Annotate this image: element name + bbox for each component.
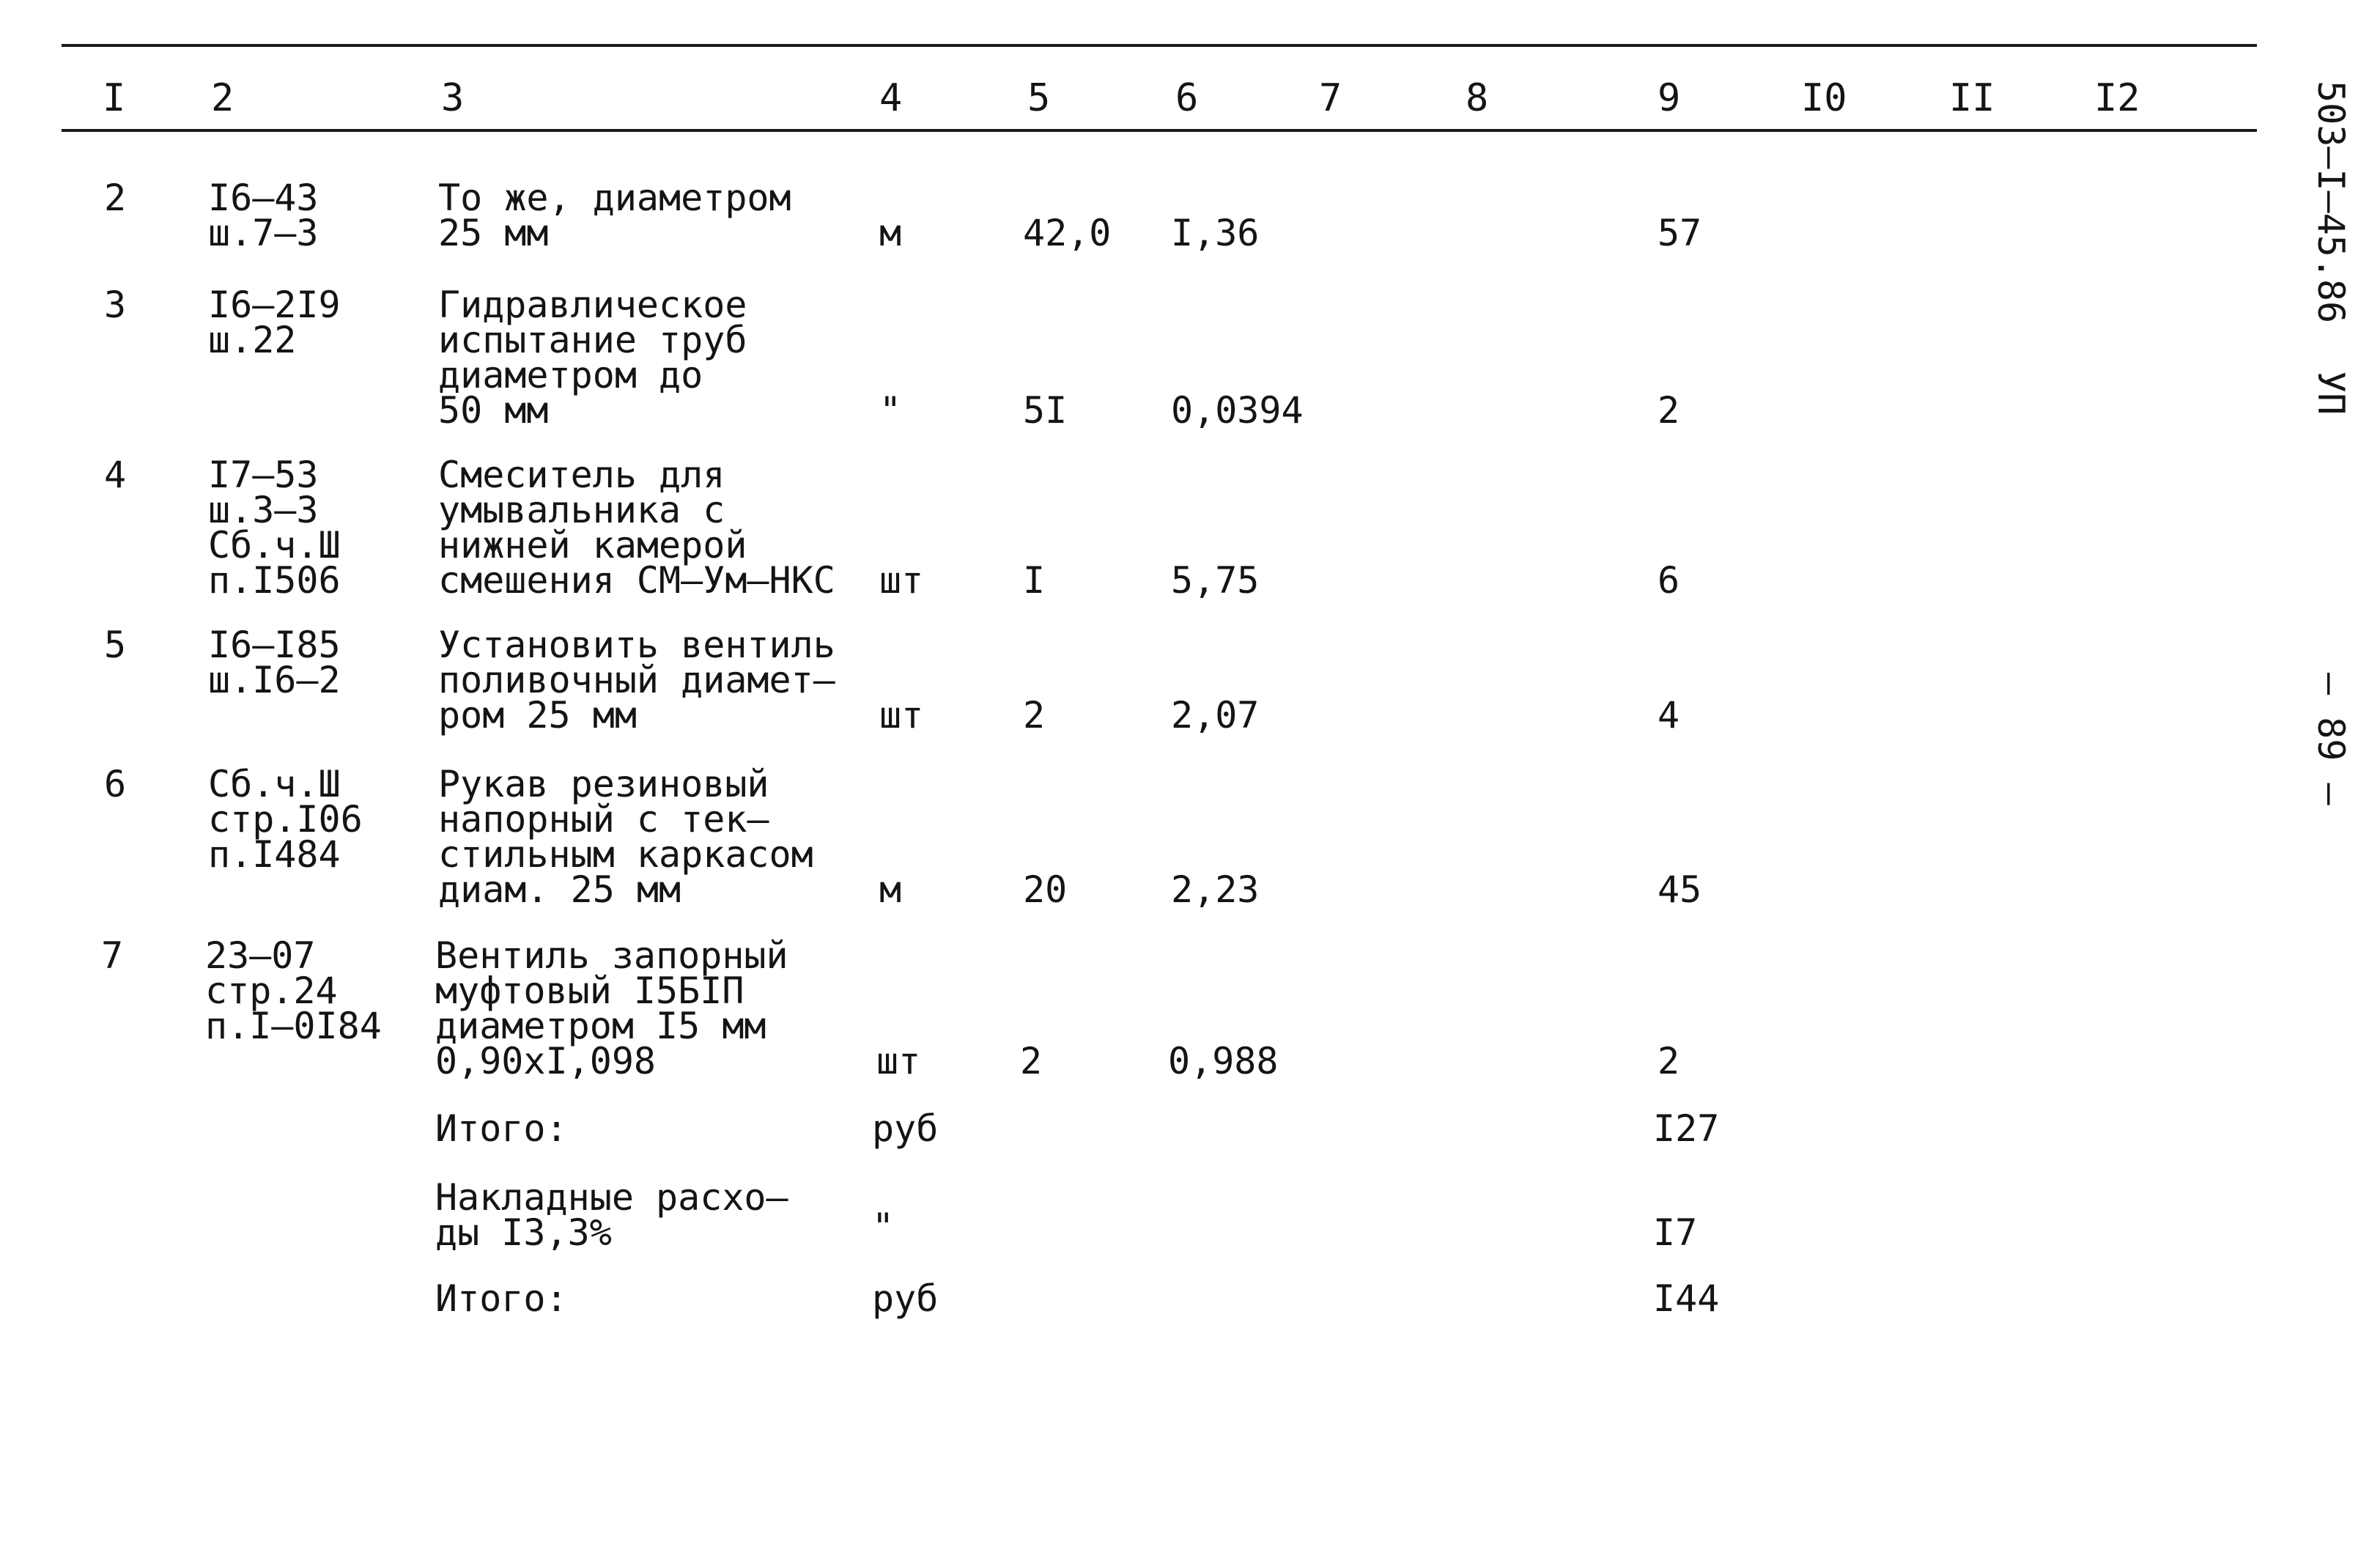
- summary-label: [435, 1176, 788, 1254]
- description-line: ром 25 мм: [438, 694, 637, 736]
- description-line: умывальника с: [438, 489, 725, 531]
- description-line: 0,90хI,098: [435, 1040, 657, 1082]
- unit: м: [879, 868, 902, 911]
- summary-label: [435, 1277, 568, 1320]
- row-number: 5: [104, 624, 127, 666]
- total-cost: I27: [1653, 1107, 1720, 1150]
- rate-code-line: Сб.ч.Ш: [208, 524, 341, 566]
- col-header-9: 9: [1658, 76, 1681, 120]
- col-header-12: I2: [2094, 76, 2140, 120]
- header-rule: [62, 129, 2257, 132]
- rate-code-line: ш.7–3: [208, 212, 319, 254]
- unit: ": [879, 389, 902, 432]
- description-line: нижней камерой: [438, 524, 747, 566]
- col-header-10: I0: [1801, 76, 1847, 120]
- row-number: 4: [104, 454, 127, 496]
- col-header-1: I: [103, 76, 126, 120]
- document-code: 503–I–45.86: [2310, 81, 2352, 324]
- description-line: смешения СМ–Ум–НКС: [438, 559, 835, 602]
- rate-code: [208, 624, 341, 701]
- rate-code: [208, 177, 319, 254]
- unit-price: 2,23: [1171, 868, 1260, 911]
- description-line: Вентиль запорный: [435, 934, 788, 977]
- work-description: [438, 624, 835, 736]
- rate-code-line: 23–07: [205, 934, 316, 977]
- unit-price: 2,07: [1171, 694, 1260, 736]
- total-cost: I44: [1653, 1277, 1720, 1320]
- description-line: поливочный диамет–: [438, 659, 835, 701]
- unit: м: [879, 212, 902, 254]
- rate-code-line: п.I506: [208, 559, 341, 602]
- summary-row: [0, 1176, 2272, 1254]
- summary-label-line: Итого:: [435, 1277, 568, 1320]
- description-line: диаметром I5 мм: [435, 1005, 766, 1047]
- rate-code-line: ш.I6–2: [208, 659, 341, 701]
- table-row: [0, 934, 2272, 1082]
- top-rule: [62, 44, 2257, 47]
- table-row: [0, 284, 2272, 432]
- col-header-5: 5: [1027, 76, 1051, 120]
- table-row: [0, 763, 2272, 911]
- summary-label-line: Накладные расхо–: [435, 1176, 788, 1219]
- description-line: муфтовый I5БIП: [435, 970, 744, 1012]
- rate-code-line: стр.24: [205, 970, 338, 1012]
- quantity: 20: [1023, 868, 1068, 911]
- description-line: Рукав резиновый: [438, 763, 769, 805]
- unit: шт: [879, 694, 924, 736]
- unit: шт: [876, 1040, 921, 1082]
- row-number: 2: [104, 177, 127, 219]
- rate-code-line: п.I484: [208, 833, 341, 876]
- description-line: То же, диаметром: [438, 177, 791, 219]
- total-cost: 57: [1658, 212, 1702, 254]
- rate-code: [205, 934, 382, 1047]
- album-label: УП: [2310, 371, 2352, 416]
- description-line: диаметром до: [438, 354, 703, 396]
- description-line: напорный с тек–: [438, 798, 769, 841]
- col-header-8: 8: [1466, 76, 1489, 120]
- description-line: Смеситель для: [438, 454, 725, 496]
- description-line: испытание труб: [438, 319, 747, 361]
- table-row: [0, 454, 2272, 602]
- col-header-2: 2: [211, 76, 234, 120]
- total-cost: 45: [1658, 868, 1702, 911]
- rate-code-line: I7–53: [208, 454, 319, 496]
- rate-code-line: I6–2I9: [208, 284, 341, 326]
- summary-row: [0, 1107, 2272, 1150]
- unit: шт: [879, 559, 924, 602]
- description-line: 25 мм: [438, 212, 549, 254]
- col-header-4: 4: [879, 76, 903, 120]
- rate-code: [208, 763, 363, 876]
- unit-price: 0,0394: [1171, 389, 1304, 432]
- total-cost: 2: [1658, 1040, 1680, 1082]
- rate-code-line: ш.3–3: [208, 489, 319, 531]
- summary-label-line: Итого:: [435, 1107, 568, 1150]
- rate-code-line: п.I–0I84: [205, 1005, 382, 1047]
- row-number: 3: [104, 284, 127, 326]
- col-header-7: 7: [1319, 76, 1342, 120]
- description-line: Гидравлическое: [438, 284, 747, 326]
- rate-code-line: стр.I06: [208, 798, 363, 841]
- quantity: 42,0: [1023, 212, 1112, 254]
- quantity: 2: [1020, 1040, 1043, 1082]
- table-row: [0, 177, 2272, 254]
- rate-code-line: ш.22: [208, 319, 297, 361]
- description-line: 50 мм: [438, 389, 549, 432]
- total-cost: I7: [1653, 1211, 1698, 1254]
- unit: ": [872, 1206, 895, 1248]
- row-number: 7: [101, 934, 124, 977]
- work-description: [438, 177, 791, 254]
- page-number: – 89 –: [2310, 673, 2352, 805]
- unit-price: I,36: [1171, 212, 1260, 254]
- summary-label-line: ды I3,3%: [435, 1211, 612, 1254]
- work-description: [438, 454, 835, 602]
- rate-code-line: I6–43: [208, 177, 319, 219]
- unit-price: 5,75: [1171, 559, 1260, 602]
- summary-label: [435, 1107, 568, 1150]
- quantity: 2: [1023, 694, 1046, 736]
- rate-code: [208, 454, 341, 602]
- description-line: диам. 25 мм: [438, 868, 681, 911]
- row-number: 6: [104, 763, 127, 805]
- work-description: [438, 763, 813, 911]
- unit: руб: [872, 1107, 939, 1150]
- description-line: стильным каркасом: [438, 833, 813, 876]
- unit-price: 0,988: [1168, 1040, 1279, 1082]
- rate-code: [208, 284, 341, 361]
- total-cost: 4: [1658, 694, 1680, 736]
- summary-row: [0, 1277, 2272, 1320]
- work-description: [438, 284, 747, 432]
- rate-code-line: Сб.ч.Ш: [208, 763, 341, 805]
- rate-code-line: I6–I85: [208, 624, 341, 666]
- total-cost: 6: [1658, 559, 1680, 602]
- quantity: 5I: [1023, 389, 1068, 432]
- table-row: [0, 624, 2272, 736]
- unit: руб: [872, 1277, 939, 1320]
- quantity: I: [1023, 559, 1046, 602]
- col-header-3: 3: [441, 76, 465, 120]
- total-cost: 2: [1658, 389, 1680, 432]
- col-header-11: II: [1949, 76, 1995, 120]
- work-description: [435, 934, 788, 1082]
- description-line: Установить вентиль: [438, 624, 835, 666]
- col-header-6: 6: [1175, 76, 1199, 120]
